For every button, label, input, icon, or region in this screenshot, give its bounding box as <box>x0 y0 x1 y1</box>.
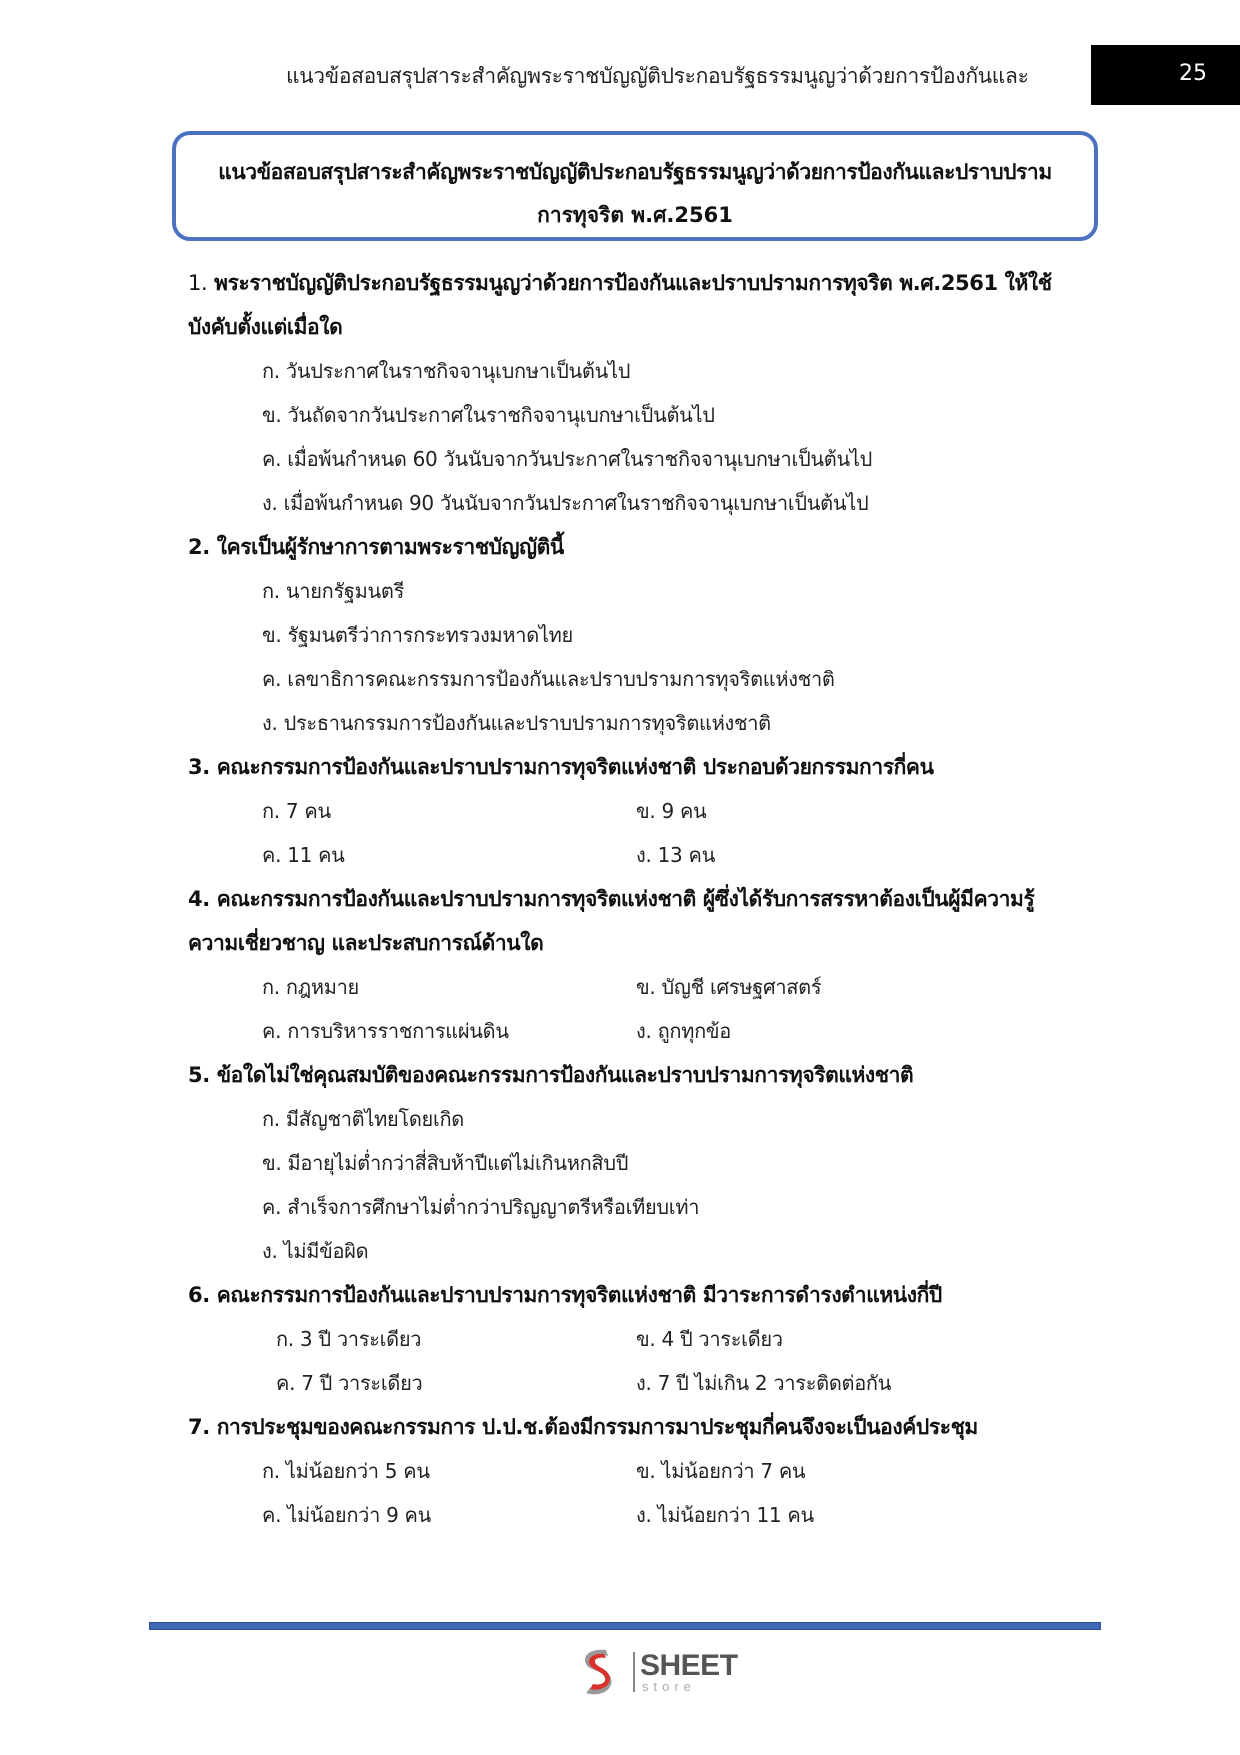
logo-subtext: store <box>642 1679 696 1694</box>
running-header-title: แนวข้อสอบสรุปสาระสำคัญพระราชบัญญัติประกอบรัฐธรรมนูญว่าด้วยการป้องกันและ <box>286 64 1029 88</box>
q3-option-d: ง. 13 คน <box>636 843 715 867</box>
question-3 <box>188 751 934 784</box>
q5-option-c: ค. สำเร็จการศึกษาไม่ต่ำกว่าปริญญาตรีหรือเทียบเท่า <box>262 1195 700 1219</box>
question-number: 2. <box>188 535 210 559</box>
q4-option-d: ง. ถูกทุกข้อ <box>636 1019 731 1043</box>
page-number: 25 <box>1179 61 1207 86</box>
question-1 <box>188 267 1052 300</box>
question-text: คณะกรรมการป้องกันและปราบปรามการทุจริตแห่งชาติ มีวาระการดำรงตำแหน่งกี่ปี <box>216 1283 942 1307</box>
logo-separator <box>633 1652 635 1692</box>
q4-option-c: ค. การบริหารราชการแผ่นดิน <box>262 1019 509 1043</box>
sheet-store-logo <box>576 1646 746 1696</box>
question-text: การประชุมของคณะกรรมการ ป.ป.ช.ต้องมีกรรมการมาประชุมกี่คนจึงจะเป็นองค์ประชุม <box>216 1415 978 1439</box>
question-text: บังคับตั้งแต่เมื่อใด <box>188 315 343 339</box>
q1-option-a: ก. วันประกาศในราชกิจจานุเบกษาเป็นต้นไป <box>262 359 631 383</box>
question-number: 5. <box>188 1063 210 1087</box>
page-number-box <box>1091 45 1240 105</box>
q6-option-b: ข. 4 ปี วาระเดียว <box>636 1327 783 1351</box>
q4-option-a: ก. กฎหมาย <box>262 975 359 999</box>
question-text: คณะกรรมการป้องกันและปราบปรามการทุจริตแห่งชาติ ผู้ซึ่งได้รับการสรรหาต้องเป็นผู้มีความรู้ <box>216 887 1035 911</box>
question-5 <box>188 1059 913 1092</box>
question-number: 4. <box>188 887 210 911</box>
document-title-line-1: แนวข้อสอบสรุปสาระสำคัญพระราชบัญญัติประกอบรัฐธรรมนูญว่าด้วยการป้องกันและปราบปราม <box>218 160 1052 184</box>
question-text: คณะกรรมการป้องกันและปราบปรามการทุจริตแห่งชาติ ประกอบด้วยกรรมการกี่คน <box>216 755 934 779</box>
question-text: ความเชี่ยวชาญ และประสบการณ์ด้านใด <box>188 931 544 955</box>
q6-option-a: ก. 3 ปี วาระเดียว <box>276 1327 422 1351</box>
q7-option-c: ค. ไม่น้อยกว่า 9 คน <box>262 1503 431 1527</box>
question-4-continued <box>188 927 543 960</box>
q2-option-b: ข. รัฐมนตรีว่าการกระทรวงมหาดไทย <box>262 623 573 647</box>
question-text: พระราชบัญญัติประกอบรัฐธรรมนูญว่าด้วยการป้องกันและปราบปรามการทุจริต พ.ศ.2561 ให้ใช้ <box>214 271 1052 295</box>
question-number: 3. <box>188 755 210 779</box>
q4-option-b: ข. บัญชี เศรษฐศาสตร์ <box>636 975 822 999</box>
q1-option-b: ข. วันถัดจากวันประกาศในราชกิจจานุเบกษาเป็นต้นไป <box>262 403 715 427</box>
question-text: ข้อใดไม่ใช่คุณสมบัติของคณะกรรมการป้องกันและปราบปรามการทุจริตแห่งชาติ <box>216 1063 914 1087</box>
q7-option-b: ข. ไม่น้อยกว่า 7 คน <box>636 1459 806 1483</box>
question-text: ใครเป็นผู้รักษาการตามพระราชบัญญัตินี้ <box>216 535 564 559</box>
question-number: 6. <box>188 1283 210 1307</box>
running-header <box>0 44 1092 104</box>
question-7 <box>188 1411 978 1444</box>
q7-option-a: ก. ไม่น้อยกว่า 5 คน <box>262 1459 430 1483</box>
question-4 <box>188 883 1034 916</box>
question-2 <box>188 531 564 564</box>
q7-option-d: ง. ไม่น้อยกว่า 11 คน <box>636 1503 814 1527</box>
document-title-box <box>172 131 1098 241</box>
q5-option-d: ง. ไม่มีข้อผิด <box>262 1239 369 1263</box>
document-title-line-2: การทุจริต พ.ศ.2561 <box>537 203 733 227</box>
question-number: 1. <box>188 271 208 295</box>
q5-option-a: ก. มีสัญชาติไทยโดยเกิด <box>262 1107 464 1131</box>
footer-divider <box>149 1622 1101 1630</box>
q2-option-c: ค. เลขาธิการคณะกรรมการป้องกันและปราบปรามการทุจริตแห่งชาติ <box>262 667 835 691</box>
q3-option-c: ค. 11 คน <box>262 843 345 867</box>
question-1-continued <box>188 311 342 344</box>
q2-option-d: ง. ประธานกรรมการป้องกันและปราบปรามการทุจริตแห่งชาติ <box>262 711 771 735</box>
q1-option-d: ง. เมื่อพ้นกำหนด 90 วันนับจากวันประกาศในราชกิจจานุเบกษาเป็นต้นไป <box>262 491 869 515</box>
q6-option-c: ค. 7 ปี วาระเดียว <box>276 1371 423 1395</box>
q5-option-b: ข. มีอายุไม่ต่ำกว่าสี่สิบห้าปีแต่ไม่เกินหกสิบปี <box>262 1151 629 1175</box>
sheet-s-logo-icon <box>576 1646 624 1696</box>
question-6 <box>188 1279 942 1312</box>
q3-option-a: ก. 7 คน <box>262 799 331 823</box>
q1-option-c: ค. เมื่อพ้นกำหนด 60 วันนับจากวันประกาศในราชกิจจานุเบกษาเป็นต้นไป <box>262 447 872 471</box>
question-number: 7. <box>188 1415 210 1439</box>
logo-wordmark: SHEET <box>640 1649 738 1682</box>
q2-option-a: ก. นายกรัฐมนตรี <box>262 579 405 603</box>
q6-option-d: ง. 7 ปี ไม่เกิน 2 วาระติดต่อกัน <box>636 1371 892 1395</box>
q3-option-b: ข. 9 คน <box>636 799 707 823</box>
